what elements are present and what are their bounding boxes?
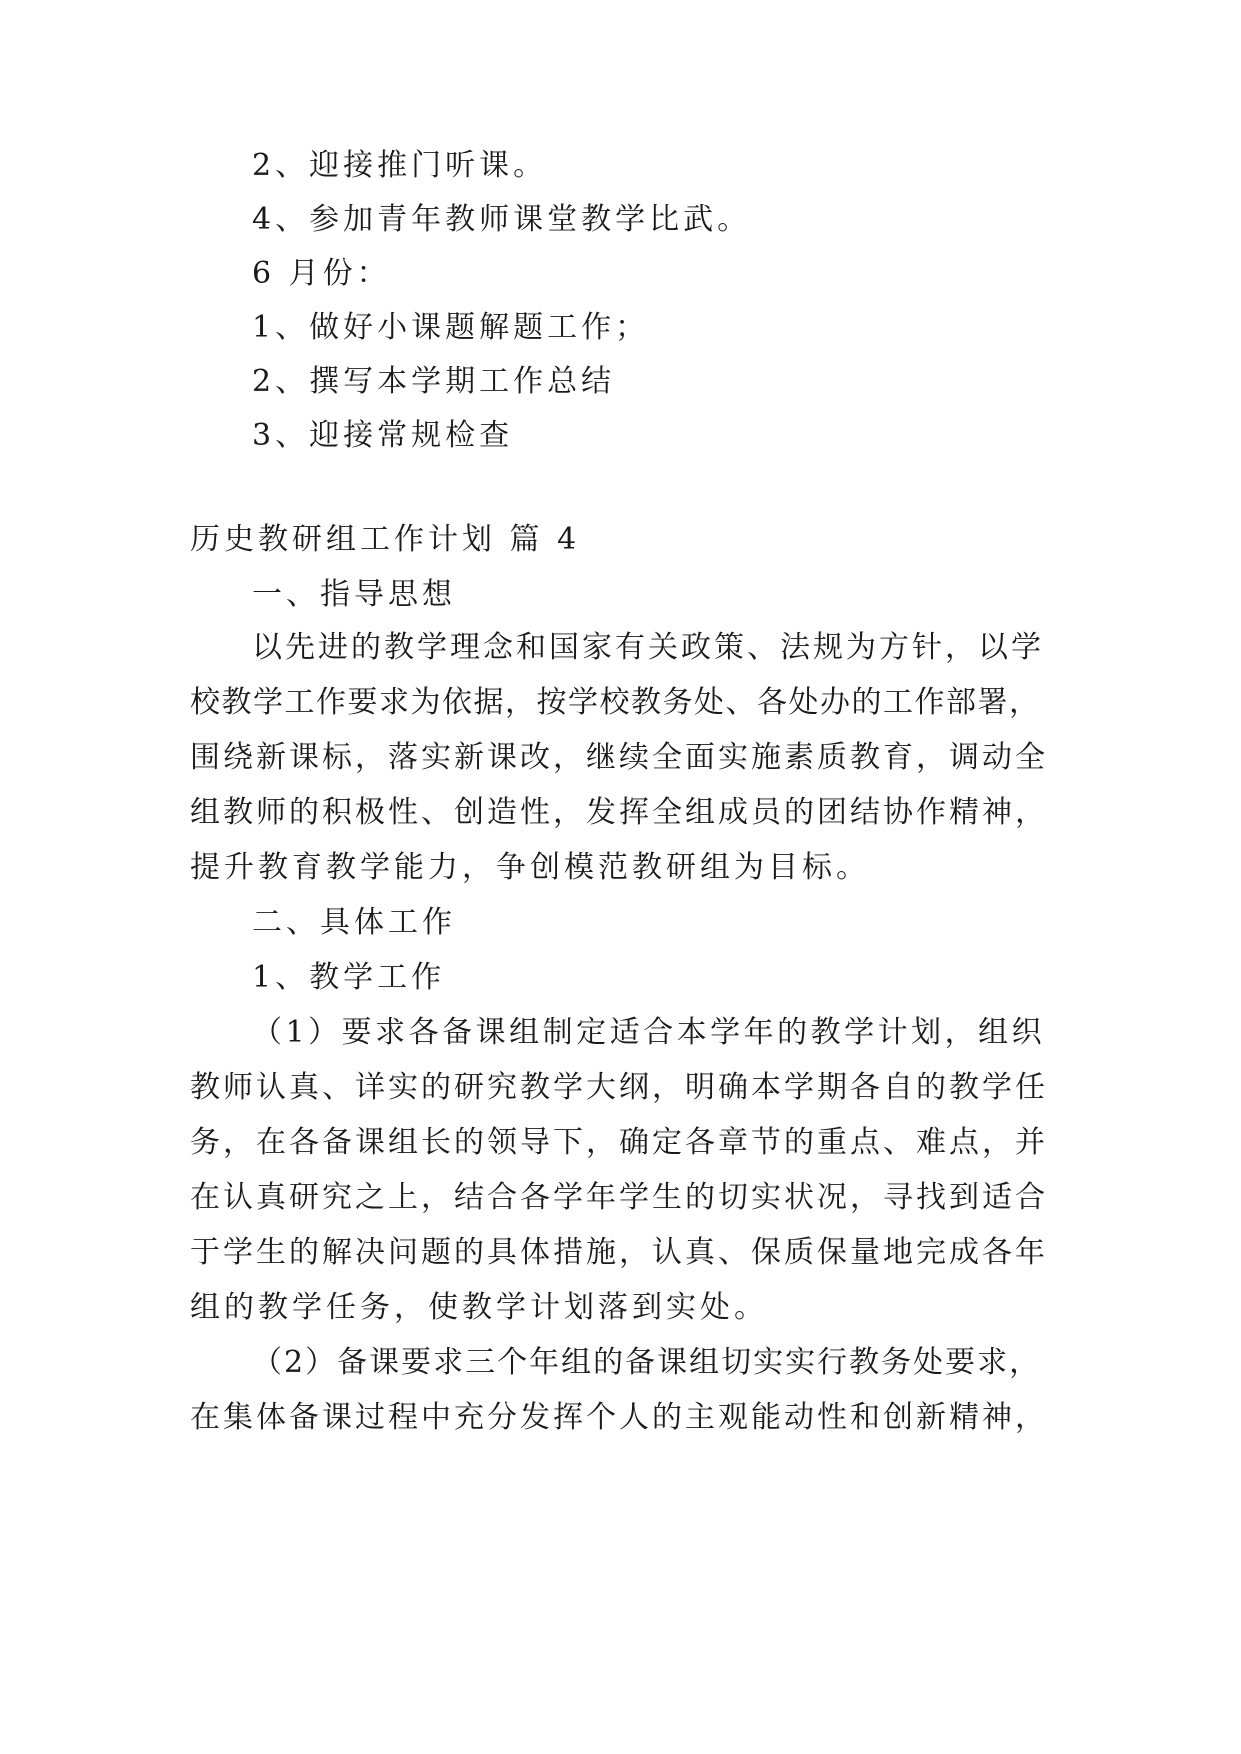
paragraph-line: 组的教学任务，使教学计划落到实处。 bbox=[190, 1290, 768, 1325]
list-item: 1、做好小课题解题工作； bbox=[252, 310, 650, 345]
heading-guiding-ideology: 一、指导思想 bbox=[252, 577, 456, 612]
paragraph-line: 提升教育教学能力，争创模范教研组为目标。 bbox=[190, 850, 870, 885]
paragraph-line: （1）要求各备课组制定适合本学年的教学计划，组织 bbox=[252, 1015, 1046, 1050]
list-item: 2、撰写本学期工作总结 bbox=[252, 364, 616, 399]
list-item: 4、参加青年教师课堂教学比武。 bbox=[252, 202, 752, 237]
paragraph-line: 以先进的教学理念和国家有关政策、法规为方针，以学 bbox=[252, 630, 1044, 665]
paragraph-line: 于学生的解决问题的具体措施，认真、保质保量地完成各年 bbox=[190, 1235, 1048, 1270]
list-item: 2、迎接推门听课。 bbox=[252, 148, 548, 183]
heading-teaching-work: 1、教学工作 bbox=[252, 960, 446, 995]
list-item: 6 月份： bbox=[252, 256, 391, 291]
paragraph-line: 教师认真、详实的研究教学大纲，明确本学期各自的教学任 bbox=[190, 1070, 1048, 1105]
paragraph-line: （2）备课要求三个年组的备课组切实实行教务处要求， bbox=[252, 1345, 1042, 1380]
section-title: 历史教研组工作计划 篇 4 bbox=[190, 522, 581, 557]
paragraph-line: 务，在各备课组长的领导下，确定各章节的重点、难点，并 bbox=[190, 1125, 1048, 1160]
list-item: 3、迎接常规检查 bbox=[252, 418, 514, 453]
paragraph-line: 组教师的积极性、创造性，发挥全组成员的团结协作精神， bbox=[190, 795, 1048, 830]
paragraph-line: 在集体备课过程中充分发挥个人的主观能动性和创新精神， bbox=[190, 1400, 1048, 1435]
paragraph-line: 在认真研究之上，结合各学年学生的切实状况，寻找到适合 bbox=[190, 1180, 1048, 1215]
paragraph-line: 校教学工作要求为依据，按学校教务处、各处办的工作部署， bbox=[190, 685, 1041, 720]
heading-specific-work: 二、具体工作 bbox=[252, 905, 456, 940]
paragraph-line: 围绕新课标，落实新课改，继续全面实施素质教育，调动全 bbox=[190, 740, 1048, 775]
